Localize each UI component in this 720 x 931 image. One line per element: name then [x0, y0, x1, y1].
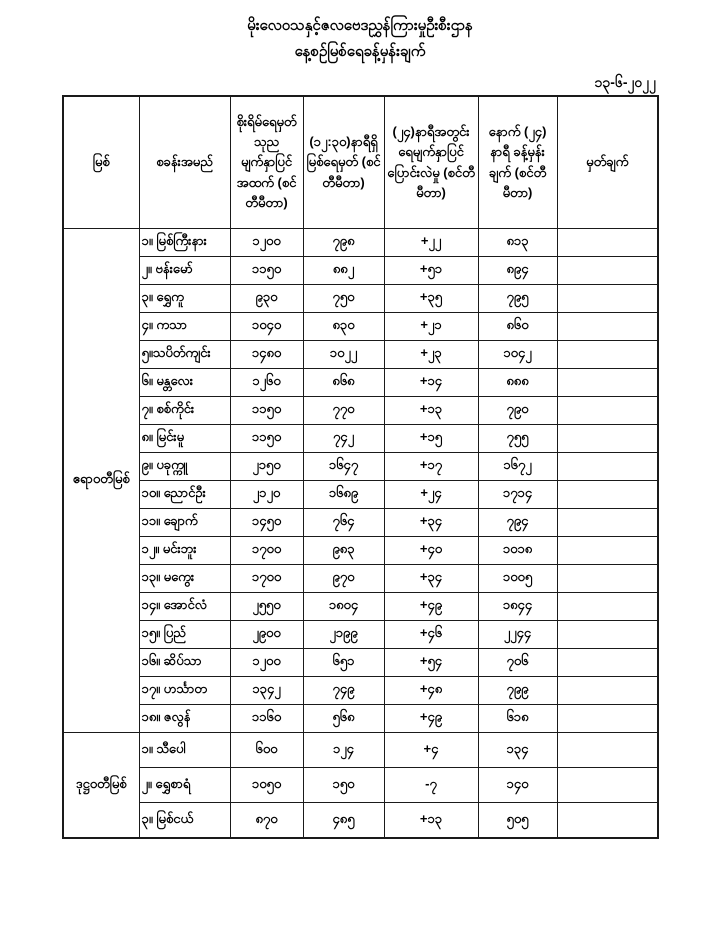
danger-level-cell: ၁၁၅၀ — [230, 425, 303, 453]
change-24h-cell: +၄ — [384, 733, 478, 768]
level-1230-cell: ၁၆၄၇ — [303, 453, 384, 481]
level-1230-cell: ၂၁၉၉ — [303, 621, 384, 649]
station-name-cell: ၁၂။ မင်းဘူး — [139, 537, 230, 565]
change-24h-cell: +၂၁ — [384, 313, 478, 341]
forecast-24h-cell: ၁၇၁၄ — [478, 481, 557, 509]
level-1230-cell: ၄၈၅ — [303, 803, 384, 839]
station-name-cell: ၁၃။ မကွေး — [139, 565, 230, 593]
remark-cell — [557, 537, 658, 565]
danger-level-cell: ၁၁၅၀ — [230, 397, 303, 425]
remark-cell — [557, 369, 658, 397]
table-header-row — [63, 96, 658, 229]
level-1230-cell: ၅၆၈ — [303, 705, 384, 733]
forecast-24h-cell: ၇၅၅ — [478, 425, 557, 453]
remark-cell — [557, 565, 658, 593]
table-row — [63, 537, 658, 565]
table-row — [63, 705, 658, 733]
table-row — [63, 509, 658, 537]
remark-cell — [557, 621, 658, 649]
table-body — [63, 229, 658, 839]
table-header — [63, 96, 658, 229]
remark-cell — [557, 733, 658, 768]
forecast-24h-cell: ၁၆၇၂ — [478, 453, 557, 481]
change-24h-cell: +၄၉ — [384, 705, 478, 733]
change-24h-cell: +၁၃ — [384, 397, 478, 425]
change-24h-cell: +၄၀ — [384, 537, 478, 565]
col-header-river: မြစ် — [63, 96, 139, 229]
level-1230-cell: ၁၆၈၉ — [303, 481, 384, 509]
station-name-cell: ၁၄။ အောင်လံ — [139, 593, 230, 621]
station-name-cell: ၇။ စစ်ကိုင်း — [139, 397, 230, 425]
table-row — [63, 768, 658, 803]
level-1230-cell: ၈၃၀ — [303, 313, 384, 341]
remark-cell — [557, 481, 658, 509]
level-1230-cell: ၈၆၈ — [303, 369, 384, 397]
forecast-24h-cell: ၅၀၅ — [478, 803, 557, 839]
remark-cell — [557, 425, 658, 453]
table-row — [63, 257, 658, 285]
danger-level-cell: ၂၁၂၀ — [230, 481, 303, 509]
danger-level-cell: ၁၇၀၀ — [230, 565, 303, 593]
change-24h-cell: +၁၇ — [384, 453, 478, 481]
danger-level-cell: ၂၉၀၀ — [230, 621, 303, 649]
remark-cell — [557, 257, 658, 285]
danger-level-cell: ၆၀၀ — [230, 733, 303, 768]
change-24h-cell: +၅၁ — [384, 257, 478, 285]
danger-level-cell: ၁၂၀၀ — [230, 649, 303, 677]
station-name-cell: ၁၇။ ဟင်္သာတ — [139, 677, 230, 705]
danger-level-cell: ၁၃၄၂ — [230, 677, 303, 705]
table-row — [63, 313, 658, 341]
document-subtitle: နေ့စဉ်မြစ်ရေခန့်မှန်းချက် — [294, 43, 426, 61]
table-row — [63, 593, 658, 621]
change-24h-cell: +၄၈ — [384, 677, 478, 705]
danger-level-cell: ၂၁၅၀ — [230, 453, 303, 481]
level-1230-cell: ၉၇၀ — [303, 565, 384, 593]
danger-level-cell: ၈၇၀ — [230, 803, 303, 839]
forecast-24h-cell: ၁၀၁၈ — [478, 537, 557, 565]
level-1230-cell: ၇၄၂ — [303, 425, 384, 453]
forecast-24h-cell: ၇၀၆ — [478, 649, 557, 677]
remark-cell — [557, 397, 658, 425]
table-row — [63, 649, 658, 677]
danger-level-cell: ၁၂၆၀ — [230, 369, 303, 397]
station-name-cell: ၃။ မြစ်ငယ် — [139, 803, 230, 839]
table-row — [63, 341, 658, 369]
station-name-cell: ၁၅။ ပြည် — [139, 621, 230, 649]
danger-level-cell: ၂၅၅၀ — [230, 593, 303, 621]
table-row — [63, 803, 658, 839]
station-name-cell: ၁၁။ ချောက် — [139, 509, 230, 537]
table-row — [63, 733, 658, 768]
forecast-24h-cell: ၈၉၄ — [478, 257, 557, 285]
change-24h-cell: +၃၄ — [384, 509, 478, 537]
remark-cell — [557, 705, 658, 733]
document-title: မိုးလေဝသနှင့်ဇလဗေဒညွှန်ကြားမှုဦးစီးဌာန — [247, 17, 473, 34]
danger-level-cell: ၁၁၆၀ — [230, 705, 303, 733]
remark-cell — [557, 768, 658, 803]
station-name-cell: ၅။သပိတ်ကျင်း — [139, 341, 230, 369]
table-row — [63, 397, 658, 425]
station-name-cell: ၁။ သီပေါ — [139, 733, 230, 768]
remark-cell — [557, 313, 658, 341]
table-row — [63, 369, 658, 397]
station-name-cell: ၃။ ရွှေကူ — [139, 285, 230, 313]
danger-level-cell: ၁၀၄၀ — [230, 313, 303, 341]
forecast-24h-cell: ၂၂၄၄ — [478, 621, 557, 649]
level-1230-cell: ၇၇၀ — [303, 397, 384, 425]
forecast-24h-cell: ၆၁၈ — [478, 705, 557, 733]
station-name-cell: ၁၀။ ညောင်ဦး — [139, 481, 230, 509]
remark-cell — [557, 509, 658, 537]
change-24h-cell: +၃၅ — [384, 285, 478, 313]
river-group-label: ဒုဋ္ဌဝတီမြစ် — [63, 733, 139, 839]
col-header-remarks: မှတ်ချက် — [557, 96, 658, 229]
remark-cell — [557, 803, 658, 839]
level-1230-cell: ၉၈၃ — [303, 537, 384, 565]
forecast-24h-cell: ၁၀၄၂ — [478, 341, 557, 369]
station-name-cell: ၆။ မန္တလေး — [139, 369, 230, 397]
river-forecast-table — [62, 95, 659, 839]
station-name-cell: ၁၈။ ဇလွန် — [139, 705, 230, 733]
document-header — [0, 0, 720, 66]
table-row — [63, 229, 658, 257]
col-header-level-1230: (၁၂:၃၀)နာရီရှိ မြစ်ရေမှတ် (စင်တီမီတာ) — [303, 96, 384, 229]
change-24h-cell: +၃၄ — [384, 565, 478, 593]
forecast-24h-cell: ၇၉၄ — [478, 509, 557, 537]
change-24h-cell: +၁၃ — [384, 803, 478, 839]
table-row — [63, 621, 658, 649]
station-name-cell: ၉။ ပခုက္ကူ — [139, 453, 230, 481]
level-1230-cell: ၇၅၀ — [303, 285, 384, 313]
table-row — [63, 425, 658, 453]
level-1230-cell: ၆၅၁ — [303, 649, 384, 677]
change-24h-cell: +၂၃ — [384, 341, 478, 369]
col-header-forecast-24h: နောက် (၂၄) နာရီ ခန့်မှန်းချက် (စင်တီမီတာ) — [478, 96, 557, 229]
station-name-cell: ၁၆။ ဆိပ်သာ — [139, 649, 230, 677]
danger-level-cell: ၉၃၀ — [230, 285, 303, 313]
change-24h-cell: +၂၂ — [384, 229, 478, 257]
level-1230-cell: ၁၅၀ — [303, 768, 384, 803]
change-24h-cell: +၄၉ — [384, 593, 478, 621]
danger-level-cell: ၁၂၀၀ — [230, 229, 303, 257]
remark-cell — [557, 453, 658, 481]
table-row — [63, 565, 658, 593]
danger-level-cell: ၁၁၅၀ — [230, 257, 303, 285]
level-1230-cell: ၁၂၄ — [303, 733, 384, 768]
forecast-24h-cell: ၁၈၄၄ — [478, 593, 557, 621]
forecast-24h-cell: ၁၄၀ — [478, 768, 557, 803]
level-1230-cell: ၁၀၂၂ — [303, 341, 384, 369]
change-24h-cell: +၁၅ — [384, 425, 478, 453]
station-name-cell: ၄။ ကသာ — [139, 313, 230, 341]
col-header-station-name: စခန်းအမည် — [139, 96, 230, 229]
col-header-change-24h: (၂၄)နာရီအတွင်း ရေမျက်နှာပြင် ပြောင်းလဲမှု (စင်တီမီတာ) — [384, 96, 478, 229]
forecast-24h-cell: ၇၉၉ — [478, 677, 557, 705]
river-group-label: ဧရာဝတီမြစ် — [63, 229, 139, 733]
level-1230-cell: ၇၉၈ — [303, 229, 384, 257]
forecast-24h-cell: ၇၉၅ — [478, 285, 557, 313]
forecast-24h-cell: ၈၆၀ — [478, 313, 557, 341]
remark-cell — [557, 593, 658, 621]
change-24h-cell: +၅၄ — [384, 649, 478, 677]
table-row — [63, 285, 658, 313]
table-row — [63, 677, 658, 705]
change-24h-cell: -၇ — [384, 768, 478, 803]
remark-cell — [557, 229, 658, 257]
station-name-cell: ၁။ မြစ်ကြီးနား — [139, 229, 230, 257]
danger-level-cell: ၁၇၀၀ — [230, 537, 303, 565]
col-header-danger-level: စိုးရိမ်ရေမှတ် သုည မျက်နှာပြင် အထက် (စင်တီမီတာ) — [230, 96, 303, 229]
level-1230-cell: ၇၄၉ — [303, 677, 384, 705]
level-1230-cell: ၁၈၀၄ — [303, 593, 384, 621]
change-24h-cell: +၁၄ — [384, 369, 478, 397]
remark-cell — [557, 285, 658, 313]
forecast-24h-cell: ၇၉၀ — [478, 397, 557, 425]
station-name-cell: ၂။ ဗန်းမော် — [139, 257, 230, 285]
level-1230-cell: ၇၆၄ — [303, 509, 384, 537]
forecast-24h-cell: ၈၈၈ — [478, 369, 557, 397]
danger-level-cell: ၁၄၈၀ — [230, 341, 303, 369]
remark-cell — [557, 677, 658, 705]
forecast-24h-cell: ၁၃၄ — [478, 733, 557, 768]
danger-level-cell: ၁၄၅၀ — [230, 509, 303, 537]
station-name-cell: ၈။ မြင်းမူ — [139, 425, 230, 453]
report-date: ၁၃-၆-၂၀၂၂ — [594, 74, 656, 90]
forecast-24h-cell: ၁၀၀၅ — [478, 565, 557, 593]
change-24h-cell: +၂၄ — [384, 481, 478, 509]
danger-level-cell: ၁၀၅၀ — [230, 768, 303, 803]
change-24h-cell: +၄၆ — [384, 621, 478, 649]
table-row — [63, 481, 658, 509]
table-row — [63, 453, 658, 481]
station-name-cell: ၂။ ရွှေစာရံ — [139, 768, 230, 803]
forecast-24h-cell: ၈၁၃ — [478, 229, 557, 257]
level-1230-cell: ၈၈၂ — [303, 257, 384, 285]
remark-cell — [557, 341, 658, 369]
remark-cell — [557, 649, 658, 677]
